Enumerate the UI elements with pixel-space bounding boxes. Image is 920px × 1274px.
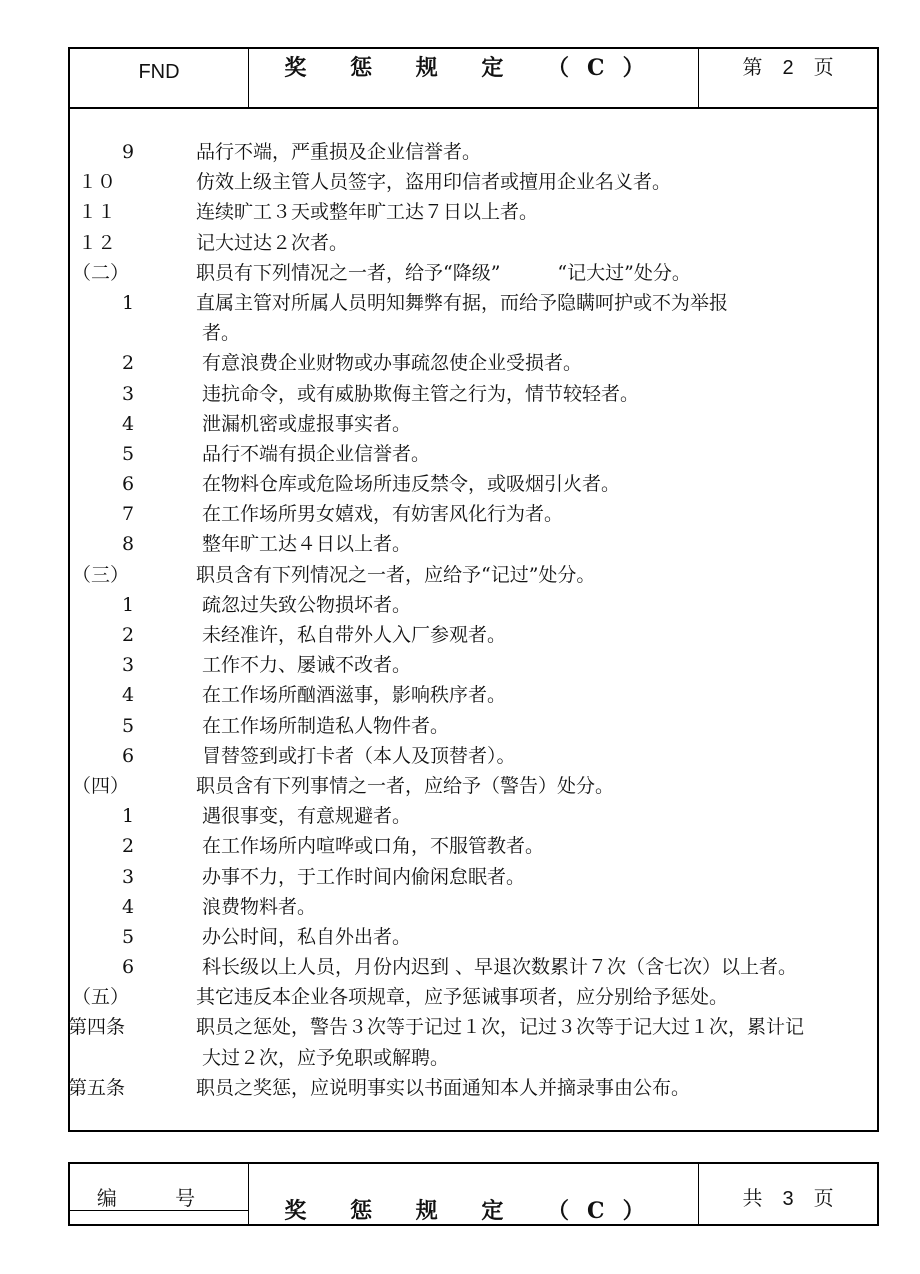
clause-number: １２ bbox=[78, 231, 117, 254]
clause-text: 办公时间，私自外出者。 bbox=[202, 925, 412, 948]
clause-text: 科长级以上人员，月份内迟到 、早退次数累计７次（含七次）以上者。 bbox=[202, 956, 798, 979]
clause-line bbox=[68, 137, 879, 167]
clause-text: 品行不端有损企业信誉者。 bbox=[202, 442, 431, 465]
clause-number: 8 bbox=[121, 533, 135, 556]
clause-text: 记大过达２次者。 bbox=[196, 231, 349, 254]
clause-number: 2 bbox=[121, 624, 135, 647]
clause-number: 第四条 bbox=[68, 1016, 126, 1039]
clause-line bbox=[68, 379, 879, 409]
footer-title: 奖 惩 规 定 （C） bbox=[284, 1198, 663, 1224]
clause-line bbox=[68, 801, 879, 831]
clause-line bbox=[68, 439, 879, 469]
clause-line bbox=[68, 469, 879, 499]
clause-number: 第五条 bbox=[68, 1076, 126, 1099]
clause-number: （四） bbox=[72, 774, 130, 797]
footer-total-cell bbox=[698, 1164, 877, 1224]
clause-number: 5 bbox=[121, 925, 135, 948]
document-code: FND bbox=[138, 61, 180, 83]
page-header bbox=[68, 47, 879, 109]
clause-number: 1 bbox=[121, 805, 135, 828]
clause-number: 1 bbox=[121, 291, 135, 314]
total-pages-indicator bbox=[699, 1182, 877, 1211]
clause-text: 在工作场所男女嬉戏，有妨害风化行为者。 bbox=[202, 503, 564, 526]
clause-line bbox=[68, 1012, 879, 1072]
clause-line bbox=[68, 409, 879, 439]
header-code-cell bbox=[70, 49, 249, 107]
clause-line bbox=[68, 1073, 879, 1103]
clause-line bbox=[68, 228, 879, 258]
clause-line bbox=[68, 590, 879, 620]
clause-text: 职员含有下列事情之一者，应给予（警告）处分。 bbox=[196, 774, 615, 797]
total-suffix: 页 bbox=[813, 1186, 834, 1210]
clause-line bbox=[68, 771, 879, 801]
footer-title-cell bbox=[248, 1164, 699, 1224]
page-prefix: 第 bbox=[742, 55, 763, 79]
clause-line bbox=[68, 620, 879, 650]
page-number: 2 bbox=[782, 57, 794, 79]
clause-line bbox=[68, 650, 879, 680]
clause-line bbox=[68, 952, 879, 982]
clause-number: （五） bbox=[72, 986, 130, 1009]
clause-number: 1 bbox=[121, 593, 135, 616]
header-page-cell bbox=[698, 49, 877, 107]
total-pages: 3 bbox=[782, 1188, 794, 1210]
document-title: 奖 惩 规 定 （C） bbox=[284, 55, 663, 81]
regulation-body bbox=[68, 137, 879, 1103]
clause-number: 7 bbox=[121, 503, 135, 526]
clause-line bbox=[68, 741, 879, 771]
clause-text: 违抗命令，或有威胁欺侮主管之行为，情节较轻者。 bbox=[202, 382, 640, 405]
clause-number: （二） bbox=[72, 261, 130, 284]
clause-text: 职员含有下列情况之一者，应给予“记过”处分。 bbox=[196, 563, 596, 586]
clause-line bbox=[68, 529, 879, 559]
clause-number: 3 bbox=[121, 654, 135, 677]
clause-text: 职员之奖惩，应说明事实以书面通知本人并摘录事由公布。 bbox=[196, 1076, 691, 1099]
clause-text: 职员有下列情况之一者，给予“降级” “记大过”处分。 bbox=[196, 261, 691, 284]
clause-line bbox=[68, 922, 879, 952]
clause-line bbox=[68, 258, 879, 288]
clause-text: 品行不端，严重损及企业信誉者。 bbox=[196, 141, 482, 163]
clause-number: 6 bbox=[121, 956, 135, 979]
clause-line bbox=[68, 680, 879, 710]
clause-number: 3 bbox=[121, 382, 135, 405]
clause-line bbox=[68, 560, 879, 590]
clause-line bbox=[68, 197, 879, 227]
clause-number: 3 bbox=[121, 865, 135, 888]
clause-line bbox=[68, 499, 879, 529]
clause-number: 2 bbox=[121, 352, 135, 375]
clause-number: １１ bbox=[78, 201, 117, 224]
clause-line bbox=[68, 711, 879, 741]
clause-number: （三） bbox=[72, 563, 130, 586]
clause-number: 5 bbox=[121, 442, 135, 465]
clause-text: 泄漏机密或虚报事实者。 bbox=[202, 412, 412, 435]
clause-text: 在工作场所酗酒滋事，影响秩序者。 bbox=[202, 684, 507, 707]
clause-number: 9 bbox=[121, 141, 135, 163]
clause-number: 6 bbox=[121, 744, 135, 767]
clause-text: 在物料仓库或危险场所违反禁令，或吸烟引火者。 bbox=[202, 473, 621, 496]
clause-text: 在工作场所内喧哗或口角，不服管教者。 bbox=[202, 835, 545, 858]
serial-number-label: 编 号 bbox=[96, 1186, 222, 1210]
page-indicator bbox=[699, 51, 877, 80]
clause-text: 连续旷工３天或整年旷工达７日以上者。 bbox=[196, 201, 539, 224]
clause-line bbox=[68, 982, 879, 1012]
clause-number: 2 bbox=[121, 835, 135, 858]
clause-text: 在工作场所制造私人物件者。 bbox=[202, 714, 450, 737]
clause-text-continued: 者。 bbox=[202, 322, 241, 345]
clause-number: 4 bbox=[121, 684, 135, 707]
clause-text: 疏忽过失致公物损坏者。 bbox=[202, 593, 412, 616]
clause-number: 4 bbox=[121, 412, 135, 435]
clause-text-continued: 大过２次，应予免职或解聘。 bbox=[202, 1046, 450, 1069]
clause-line bbox=[68, 288, 879, 348]
clause-text: 浪费物料者。 bbox=[202, 895, 317, 918]
clause-text: 遇很事变，有意规避者。 bbox=[202, 805, 412, 828]
clause-text: 直属主管对所属人员明知舞弊有据，而给予隐瞒呵护或不为举报 bbox=[196, 291, 729, 314]
clause-text: 有意浪费企业财物或办事疏忽使企业受损者。 bbox=[202, 352, 583, 375]
clause-text: 仿效上级主管人员签字，盗用印信者或擅用企业名义者。 bbox=[196, 171, 672, 194]
clause-number: 6 bbox=[121, 473, 135, 496]
footer-divider bbox=[70, 1210, 248, 1211]
header-title-cell bbox=[248, 49, 699, 107]
clause-line bbox=[68, 167, 879, 197]
total-prefix: 共 bbox=[742, 1186, 763, 1210]
clause-text: 未经准许，私自带外人入厂参观者。 bbox=[202, 624, 507, 647]
clause-text: 其它违反本企业各项规章，应予惩诫事项者，应分别给予惩处。 bbox=[196, 986, 729, 1009]
clause-text: 冒替签到或打卡者（本人及顶替者）。 bbox=[202, 744, 516, 767]
clause-line bbox=[68, 348, 879, 378]
clause-text: 办事不力，于工作时间内偷闲怠眠者。 bbox=[202, 865, 526, 888]
footer-label-cell bbox=[70, 1164, 249, 1224]
clause-text: 工作不力、屡诫不改者。 bbox=[202, 654, 412, 677]
clause-line bbox=[68, 862, 879, 892]
clause-text: 职员之惩处，警告３次等于记过１次，记过３次等于记大过１次，累计记 bbox=[196, 1016, 805, 1039]
clause-number: １０ bbox=[78, 171, 117, 194]
clause-line bbox=[68, 892, 879, 922]
page-suffix: 页 bbox=[813, 55, 834, 79]
clause-text: 整年旷工达４日以上者。 bbox=[202, 533, 412, 556]
clause-line bbox=[68, 831, 879, 861]
page-footer-header bbox=[68, 1162, 879, 1226]
clause-number: 4 bbox=[121, 895, 135, 918]
clause-number: 5 bbox=[121, 714, 135, 737]
